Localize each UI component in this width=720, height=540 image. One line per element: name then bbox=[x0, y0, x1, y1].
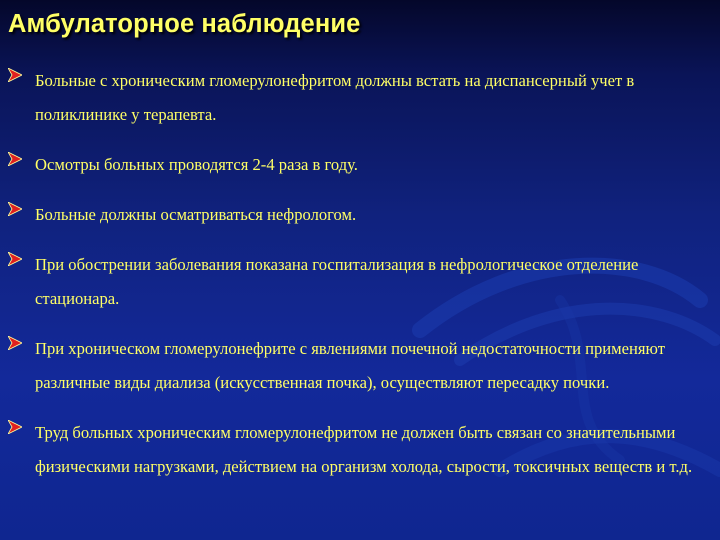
bullet-text: Больные должны осматриваться нефрологом. bbox=[35, 205, 357, 224]
bullet-list bbox=[8, 64, 708, 500]
red-arrow-bullet-icon bbox=[8, 420, 22, 434]
bullet-item bbox=[8, 64, 708, 132]
bullet-item bbox=[8, 416, 708, 484]
bullet-text: При хроническом гломерулонефрите с явлениями почечной недостаточности применяют различные виды диализа (искусственная почка), осуществляют пересадку почки. bbox=[35, 339, 665, 392]
red-arrow-bullet-icon bbox=[8, 152, 22, 166]
bullet-item bbox=[8, 198, 708, 232]
red-arrow-bullet-icon bbox=[8, 336, 22, 350]
bullet-text: Больные с хроническим гломерулонефритом должны встать на диспансерный учет в поликлинике у терапевта. bbox=[35, 71, 635, 124]
bullet-item bbox=[8, 248, 708, 316]
bullet-item bbox=[8, 148, 708, 182]
slide-title: Амбулаторное наблюдение bbox=[8, 10, 361, 38]
bullet-text: Осмотры больных проводятся 2-4 раза в году. bbox=[35, 155, 358, 174]
red-arrow-bullet-icon bbox=[8, 252, 22, 266]
bullet-text: При обострении заболевания показана госпитализация в нефрологическое отделение стационара. bbox=[35, 255, 639, 308]
bullet-item bbox=[8, 332, 708, 400]
red-arrow-bullet-icon bbox=[8, 202, 22, 216]
red-arrow-bullet-icon bbox=[8, 68, 22, 82]
bullet-text: Труд больных хроническим гломерулонефритом не должен быть связан со значительными физическими нагрузками, действием на организм холода, сырости, токсичных веществ и т.д. bbox=[35, 423, 693, 476]
